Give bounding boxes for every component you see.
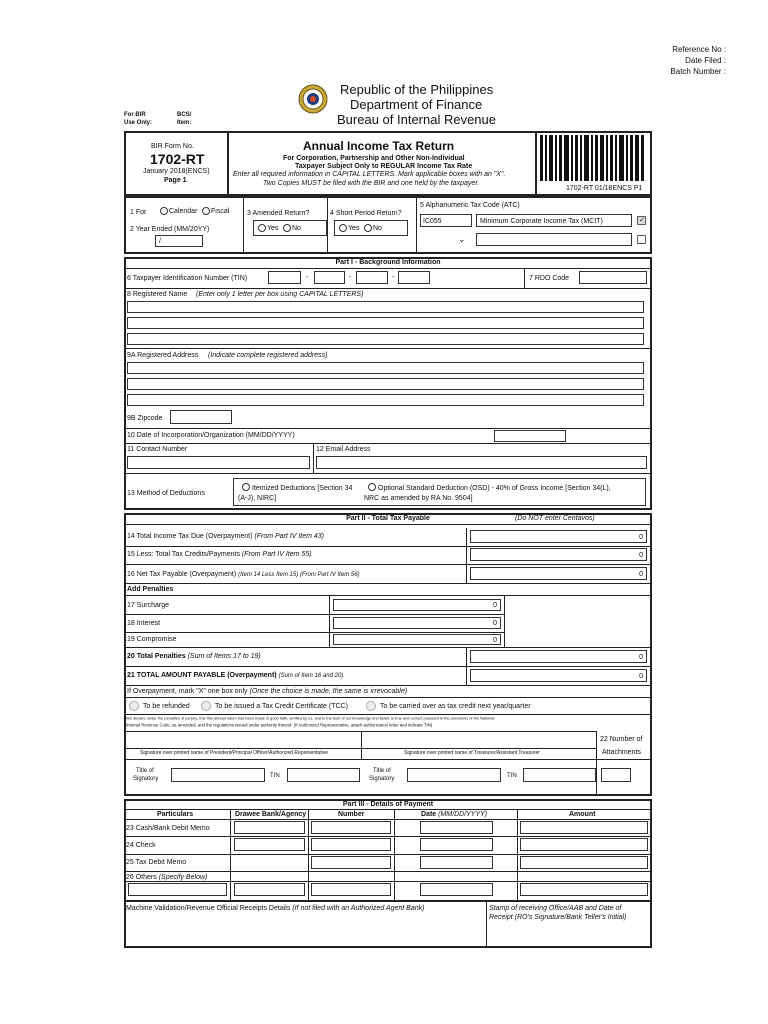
amended-label: 3 Amended Return? — [247, 210, 310, 217]
item21-input[interactable]: 0 — [470, 669, 647, 682]
tin-input-3[interactable] — [356, 271, 388, 284]
tin-input-4[interactable] — [398, 271, 430, 284]
row23-bank[interactable] — [234, 821, 305, 834]
header-number: Number — [338, 811, 365, 818]
short-period-options — [334, 220, 408, 236]
registered-name-line-3[interactable] — [127, 333, 644, 345]
item-label: Item: — [177, 120, 192, 126]
declaration-line-1: We declare under the penalties of perjury, that this annual return has been made in good faith, verified by us, and to the best of our knowledge and belief, is true and correct pursuant to the provisions of the National — [126, 716, 495, 721]
for-bir-label: For BIR — [124, 112, 146, 118]
short-yes-radio[interactable] — [339, 224, 347, 232]
registered-address-hint: (Indicate complete registered address) — [208, 352, 328, 359]
tin-dash-3: - — [392, 274, 395, 281]
year-ended-label: 2 Year Ended (MM/20YY) — [130, 226, 210, 233]
email-address-input[interactable] — [316, 456, 647, 469]
machine-validation-label: Machine Validation/Revenue Official Receipts Details (If not filed with an Authorized Agent Bank) — [126, 905, 425, 912]
rdo-input[interactable] — [579, 271, 647, 284]
row26-bank[interactable] — [234, 883, 305, 896]
chevron-down-icon[interactable]: ⌄ — [458, 234, 466, 244]
item20-input[interactable]: 0 — [470, 650, 647, 663]
tin-signatory-2-input[interactable] — [523, 768, 596, 782]
title-signatory-2-label-a: Title of — [373, 768, 391, 774]
attachments-label-1: 22 Number of — [600, 736, 643, 743]
item21-label: 21 TOTAL AMOUNT PAYABLE (Overpayment) (Sum of Item 16 and 20) — [127, 672, 344, 679]
agency-line1: Republic of the Philippines — [340, 82, 494, 97]
deduction-method-options — [233, 478, 646, 506]
calendar-radio[interactable] — [160, 207, 168, 215]
form-subtitle-1: For Corporation, Partnership and Other Non-Individual — [283, 155, 465, 162]
atc-label: 5 Alphanumeric Tax Code (ATC) — [420, 202, 520, 209]
item14-input[interactable]: 0 — [470, 530, 647, 543]
row26-label: 26 Others (Specify Below) — [126, 874, 208, 881]
page-number: Page 1 — [164, 177, 187, 184]
carryover-radio[interactable] — [366, 701, 376, 711]
item17-label: 17 Surcharge — [127, 602, 170, 609]
row25-amount[interactable] — [520, 856, 648, 869]
row24-label: 24 Check — [126, 842, 156, 849]
registered-address-line-1[interactable] — [127, 362, 644, 374]
row26-amount[interactable] — [520, 883, 648, 896]
title-signatory-1-label-b: Signatory — [133, 776, 159, 782]
declaration-line-2: Internal Revenue Code, as amended, and the regulations issued under authority thereof. (If Authorized Representative, attach authorization letter and indicate TIN) — [126, 723, 433, 729]
title-signatory-1-input[interactable] — [171, 768, 265, 782]
atc-checkbox-2[interactable] — [637, 235, 646, 244]
row24-bank[interactable] — [234, 838, 305, 851]
contact-number-label: 11 Contact Number — [127, 446, 188, 453]
row24-amount[interactable] — [520, 838, 648, 851]
bir-form-label: BIR Form No. — [151, 143, 194, 150]
registered-address-line-2[interactable] — [127, 378, 644, 390]
rdo-label: 7 RDO Code — [529, 275, 570, 282]
item18-input[interactable]: 0 — [333, 617, 501, 629]
header-amount: Amount — [569, 811, 596, 818]
carryover-label: To be carried over as tax credit next year/quarter — [380, 703, 531, 710]
item14-label: 14 Total Income Tax Due (Overpayment) (From Part IV Item 43) — [127, 533, 324, 540]
add-penalties-label: Add Penalties — [127, 586, 174, 593]
item15-input[interactable]: 0 — [470, 548, 647, 561]
year-ended-input[interactable]: / — [155, 235, 203, 247]
atc-code-select[interactable]: IC055 — [420, 214, 472, 227]
tin-input-1[interactable] — [268, 271, 301, 284]
short-no-label: No — [373, 225, 382, 232]
zipcode-input[interactable] — [170, 410, 232, 424]
signature-president-label: Signature over printed name of President/Principal Officer/Authorized Representative — [140, 750, 329, 756]
incorporation-date-input[interactable] — [494, 430, 566, 442]
overpayment-label: If Overpayment, mark "X" one box only (Once the choice is made, the same is irrevocable) — [127, 688, 408, 695]
row26-specify[interactable] — [128, 883, 227, 896]
tin-2-label: TIN — [507, 773, 517, 779]
item19-input[interactable]: 0 — [333, 634, 501, 645]
zipcode-label: 9B Zipcode — [127, 415, 163, 422]
tcc-label: To be issued a Tax Credit Certificate (TCC) — [215, 703, 348, 710]
itemized-deduction-label-1: Itemized Deductions [Section 34 — [252, 485, 353, 492]
row25-label: 25 Tax Debit Memo — [126, 859, 187, 866]
barcode-code: 1702-RT 01/18ENCS P1 — [566, 185, 643, 192]
for-label: 1 For — [130, 209, 147, 216]
item16-input[interactable]: 0 — [470, 567, 647, 580]
title-signatory-2-input[interactable] — [407, 768, 501, 782]
registered-name-line-2[interactable] — [127, 317, 644, 329]
tin-dash-1: - — [306, 274, 309, 281]
item15-label: 15 Less: Total Tax Credits/Payments (From Part IV Item 55) — [127, 551, 312, 558]
atc-description: Minimum Corporate Income Tax (MCIT) — [476, 214, 632, 227]
attachments-input[interactable] — [601, 768, 631, 782]
itemized-deduction-label-2: (A-J), NIRC] — [238, 495, 277, 502]
email-address-label: 12 Email Address — [316, 446, 371, 453]
part1-title: Part I - Background Information — [335, 259, 441, 266]
row23-label: 23 Cash/Bank Debit Memo — [126, 825, 210, 832]
title-signatory-2-label-b: Signatory — [369, 776, 395, 782]
fiscal-radio[interactable] — [202, 207, 210, 215]
deduction-method-label: 13 Method of Deductions — [127, 490, 205, 497]
atc-description-2[interactable] — [476, 233, 632, 246]
stamp-label-2: Receipt (RO's Signature/Bank Teller's Initial) — [489, 914, 627, 921]
bcs-label: BCS/ — [177, 112, 192, 118]
fiscal-label: Fiscal — [211, 208, 230, 215]
form-instruction-2: Two Copies MUST be filed with the BIR and one held by the taxpayer. — [263, 180, 480, 187]
atc-checkbox-1[interactable]: ✓ — [639, 217, 645, 224]
use-only-label: Use Only: — [124, 120, 153, 126]
tin-dash-2: - — [349, 274, 352, 281]
row25-number[interactable] — [311, 856, 391, 869]
tcc-radio[interactable] — [201, 701, 211, 711]
row26-number[interactable] — [311, 883, 391, 896]
osd-deduction-label-1: Optional Standard Deduction (OSD) - 40% of Gross Income [Section 34(L), — [378, 485, 611, 492]
osd-deduction-label-2: NRC as amended by RA No. 9504] — [364, 495, 473, 502]
part3-title: Part III - Details of Payment — [342, 801, 434, 808]
item17-input[interactable]: 0 — [333, 599, 501, 611]
form-version: January 2018(ENCS) — [143, 168, 210, 175]
title-signatory-1-label-a: Title of — [136, 768, 154, 774]
registered-name-label: 8 Registered Name — [127, 291, 188, 298]
item18-label: 18 Interest — [127, 620, 161, 627]
contact-number-input[interactable] — [127, 456, 310, 469]
attachments-label-2: Attachments — [602, 749, 641, 756]
calendar-label: Calendar — [169, 208, 198, 215]
amended-yes-radio[interactable] — [258, 224, 266, 232]
row26-date[interactable] — [420, 883, 493, 896]
amended-yes-label: Yes — [267, 225, 279, 232]
registered-name-line-1[interactable] — [127, 301, 644, 313]
tin-signatory-1-input[interactable] — [287, 768, 360, 782]
form-number: 1702-RT — [150, 151, 205, 167]
row23-amount[interactable] — [520, 821, 648, 834]
tin-1-label: TIN — [270, 773, 280, 779]
signature-treasurer-label: Signature over printed name of Treasurer/Assistant Treasurer — [404, 750, 540, 756]
osd-deduction-radio[interactable] — [368, 483, 376, 491]
row23-date[interactable] — [420, 821, 493, 834]
registered-name-hint: (Enter only 1 letter per box using CAPITAL LETTERS) — [196, 291, 364, 298]
barcode — [540, 135, 646, 181]
row23-number[interactable] — [311, 821, 391, 834]
row24-date[interactable] — [420, 838, 493, 851]
short-no-radio[interactable] — [364, 224, 372, 232]
header-date: Date (MM/DD/YYYY) — [421, 811, 488, 818]
item20-label: 20 Total Penalties (Sum of Items 17 to 19) — [127, 653, 261, 660]
agency-line3: Bureau of Internal Revenue — [337, 112, 496, 127]
short-period-label: 4 Short Period Return? — [330, 210, 402, 217]
bir-seal-icon — [298, 84, 328, 114]
header-drawee-bank: Drawee Bank/Agency — [235, 811, 307, 818]
stamp-label-1: Stamp of receiving Office/AAB and Date of — [489, 905, 622, 912]
form-title: Annual Income Tax Return — [303, 139, 455, 153]
reference-no-label: Reference No : — [672, 45, 726, 54]
date-filed-label: Date Filed : — [685, 56, 726, 65]
amended-no-label: No — [292, 225, 301, 232]
incorporation-date-label: 10 Date of Incorporation/Organization (MM/DD/YYYY) — [127, 432, 295, 439]
amended-options — [253, 220, 327, 236]
agency-line2: Department of Finance — [350, 97, 483, 112]
registered-address-label: 9A Registered Address — [127, 352, 199, 359]
refund-label: To be refunded — [143, 703, 190, 710]
form-instruction-1: Enter all required information in CAPITAL LETTERS. Mark applicable boxes with an "X". — [233, 171, 506, 178]
row24-number[interactable] — [311, 838, 391, 851]
item16-label: 16 Net Tax Payable (Overpayment) (Item 14 Less Item 15) (From Part IV Item 56) — [127, 571, 360, 578]
form-subtitle-2: Taxpayer Subject Only to REGULAR Income Tax Rate — [295, 163, 473, 170]
registered-address-line-3[interactable] — [127, 394, 644, 406]
short-yes-label: Yes — [348, 225, 360, 232]
batch-number-label: Batch Number : — [670, 67, 726, 76]
tin-input-2[interactable] — [314, 271, 345, 284]
item19-label: 19 Compromise — [127, 636, 177, 643]
centavos-note: (Do NOT enter Centavos) — [515, 515, 595, 522]
amended-no-radio[interactable] — [283, 224, 291, 232]
itemized-deduction-radio[interactable] — [242, 483, 250, 491]
part2-title: Part II - Total Tax Payable — [346, 515, 430, 522]
tin-label: 6 Taxpayer Identification Number (TIN) — [127, 275, 248, 282]
refund-radio[interactable] — [129, 701, 139, 711]
row25-date[interactable] — [420, 856, 493, 869]
header-particulars: Particulars — [157, 811, 194, 818]
